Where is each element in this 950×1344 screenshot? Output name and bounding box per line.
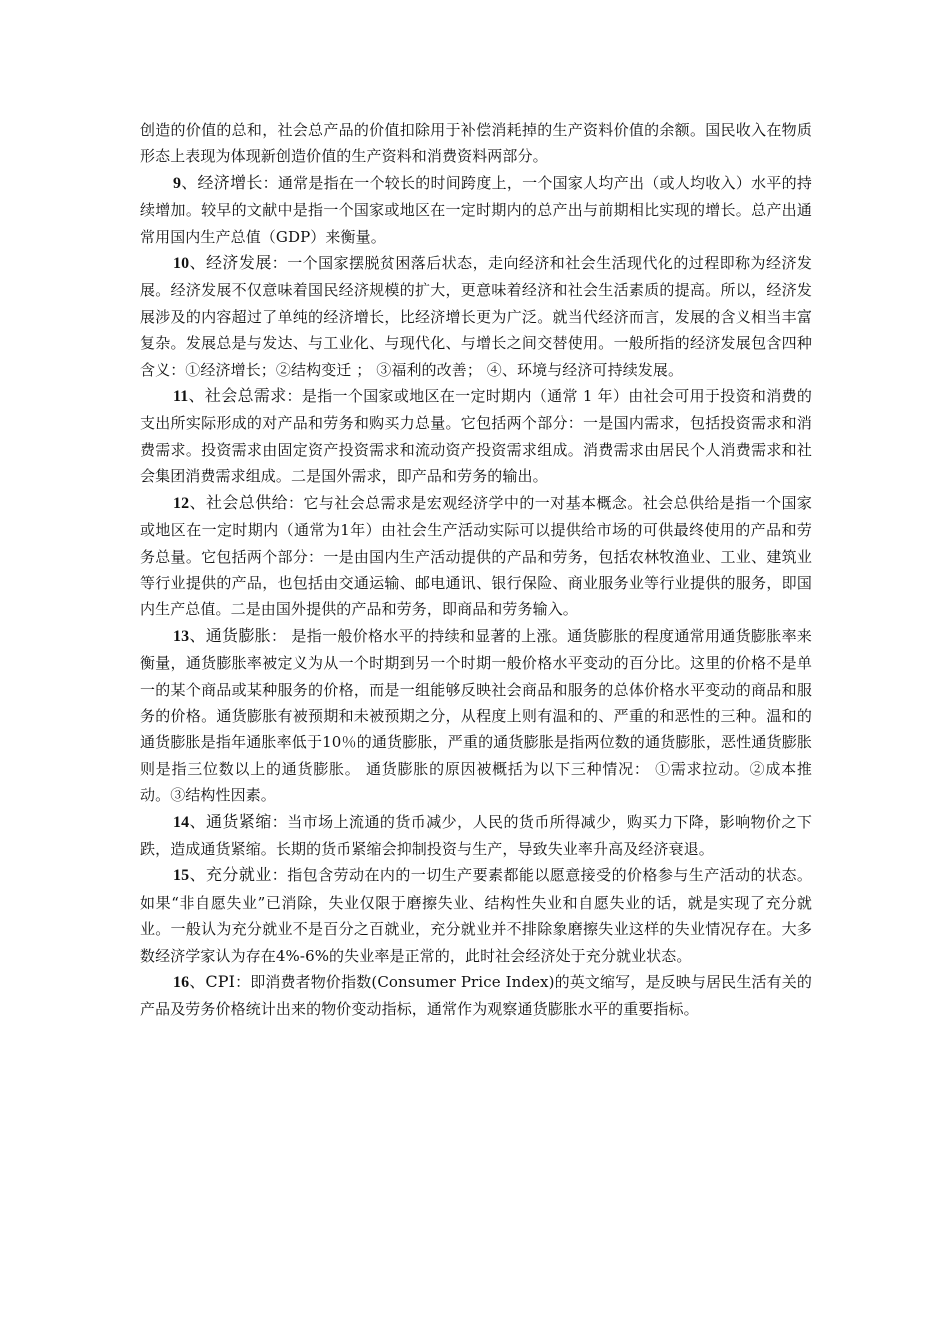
term-heading bbox=[173, 813, 272, 831]
term-separator: ： bbox=[235, 973, 251, 991]
paragraph-national-income-continued bbox=[140, 117, 812, 170]
term-name: 、经济发展 bbox=[189, 253, 272, 273]
paragraph-economic-development bbox=[140, 250, 812, 383]
document-page bbox=[140, 117, 812, 1023]
paragraph-text: 它与社会总需求是宏观经济学中的一对基本概念。社会总供给是指一个国家或地区在一定时期内（通常为1年）由社会生产活动实际可以提供给市场的可供最终使用的产品和劳务总量。它包括两个部分：一是由国内生产活动提供的产品和劳务，包括农林牧渔业、工业、建筑业等行业提供的产品，也包括由交通运输、邮电通讯、银行保险、商业服务业等行业提供的服务，即国内生产总值。二是由国外提供的产品和劳务，即商品和劳务输入。 bbox=[140, 493, 812, 619]
paragraph-text: 是指一个国家或地区在一定时期内（通常 1 年）由社会可用于投资和消费的支出所实际形成的对产品和劳务和购买力总量。它包括两个部分：一是国内需求，包括投资需求和消费需求。投资需求由固定资产投资需求和流动资产投资需求组成。消费需求由居民个人消费需求和社会集团消费需求组成。二是国外需求，即产品和劳务的输出。 bbox=[140, 387, 812, 486]
term-heading bbox=[173, 254, 272, 272]
term-separator: ： bbox=[271, 626, 287, 645]
term-number: 14 bbox=[173, 813, 190, 831]
term-number: 11 bbox=[173, 388, 189, 406]
term-heading bbox=[173, 973, 235, 991]
term-number: 12 bbox=[173, 494, 190, 512]
term-number: 15 bbox=[173, 867, 190, 885]
term-heading bbox=[173, 494, 288, 512]
term-name: 、社会总供给 bbox=[189, 492, 289, 512]
term-number: 13 bbox=[173, 627, 190, 645]
paragraph-text: 一个国家摆脱贫困落后状态，走向经济和社会生活现代化的过程即称为经济发展。经济发展不仅意味着国民经济规模的扩大，更意味着经济和社会生活素质的提高。所以，经济发展涉及的内容超过了单纯的经济增长，比经济增长更为广泛。就当代经济而言，发展的含义相当丰富复杂。发展总是与发达、与工业化、与现代化、与增长之间交替使用。一般所指的经济发展包含四种含义：①经济增长；②结构变迁 ； ③福利的改善； ④、环境与经济可持续发展。 bbox=[140, 254, 812, 379]
term-heading bbox=[173, 174, 263, 192]
term-heading bbox=[173, 627, 271, 645]
paragraph-text: 通常是指在一个较长的时间跨度上，一个国家人均产出（或人均收入）水平的持续增加。较早的文献中是指一个国家或地区在一定时期内的总产出与前期相比实现的增长。总产出通常用国内生产总值（GDP）来衡量。 bbox=[140, 173, 812, 246]
term-name: 、通货膨胀 bbox=[189, 625, 272, 645]
paragraph-cpi bbox=[140, 969, 812, 1023]
term-name: 、通货紧缩 bbox=[189, 811, 272, 831]
paragraph-text: 创造的价值的总和，社会总产品的价值扣除用于补偿消耗掉的生产资料价值的余额。国民收入在物质形态上表现为体现新创造价值的生产资料和消费资料两部分。 bbox=[140, 121, 812, 166]
paragraph-text: 指包含劳动在内的一切生产要素都能以愿意接受的价格参与生产活动的状态。如果“非自愿失业”已消除，失业仅限于磨擦失业、结构性失业和自愿失业的话，就是实现了充分就业。一般认为充分就业不是百分之百就业，充分就业并不排除象磨擦失业这样的失业情况存在。大多数经济学家认为存在4%-6%的失业率是正常的，此时社会经济处于充分就业状态。 bbox=[140, 866, 812, 965]
paragraph-text: 当市场上流通的货币减少，人民的货币所得减少，购买力下降，影响物价之下跌，造成通货紧缩。长期的货币紧缩会抑制投资与生产，导致失业率升高及经济衰退。 bbox=[140, 812, 812, 858]
term-separator: ： bbox=[271, 254, 288, 273]
term-separator: ： bbox=[271, 812, 288, 831]
paragraph-aggregate-supply bbox=[140, 490, 812, 623]
paragraph-deflation bbox=[140, 809, 812, 863]
term-number: 10 bbox=[173, 255, 190, 273]
term-number: 9 bbox=[173, 174, 182, 192]
paragraph-inflation bbox=[140, 623, 812, 809]
paragraph-full-employment bbox=[140, 862, 812, 969]
term-heading bbox=[173, 387, 287, 405]
term-name: 、经济增长 bbox=[181, 172, 263, 192]
paragraph-economic-growth bbox=[140, 170, 812, 250]
paragraph-text: 是指一般价格水平的持续和显著的上涨。通货膨胀的程度通常用通货膨胀率来衡量，通货膨胀率被定义为从一个时期到另一个时期一般价格水平变动的百分比。这里的价格不是单一的某个商品或某种服务的价格，而是一组能够反映社会商品和服务的总体价格水平变动的商品和服务的价格。通货膨胀有被预期和未被预期之分，从程度上则有温和的、严重的和恶性的三种。温和的通货膨胀是指年通胀率低于10％的通货膨胀，严重的通货膨胀是指两位数的通货膨胀，恶性通货膨胀则是指三位数以上的通货膨胀。 通货膨胀的原因被概括为以下三种情况： ①需求拉动。②成本推动。③结构性因素。 bbox=[140, 626, 812, 805]
term-heading bbox=[173, 866, 272, 884]
term-name: 、CPI bbox=[189, 972, 236, 991]
term-separator: ： bbox=[262, 173, 278, 192]
paragraph-aggregate-demand bbox=[140, 383, 812, 490]
term-number: 16 bbox=[173, 974, 190, 991]
paragraph-text: 即消费者物价指数(Consumer Price Index)的英文缩写，是反映与居民生活有关的产品及劳务价格统计出来的物价变动指标，通常作为观察通货膨胀水平的重要指标。 bbox=[140, 973, 812, 1019]
term-name: 、充分就业 bbox=[189, 865, 272, 885]
term-separator: ： bbox=[271, 866, 288, 885]
term-name: 、社会总需求 bbox=[188, 386, 287, 406]
term-separator: ： bbox=[286, 387, 302, 406]
term-separator: ： bbox=[288, 493, 304, 512]
